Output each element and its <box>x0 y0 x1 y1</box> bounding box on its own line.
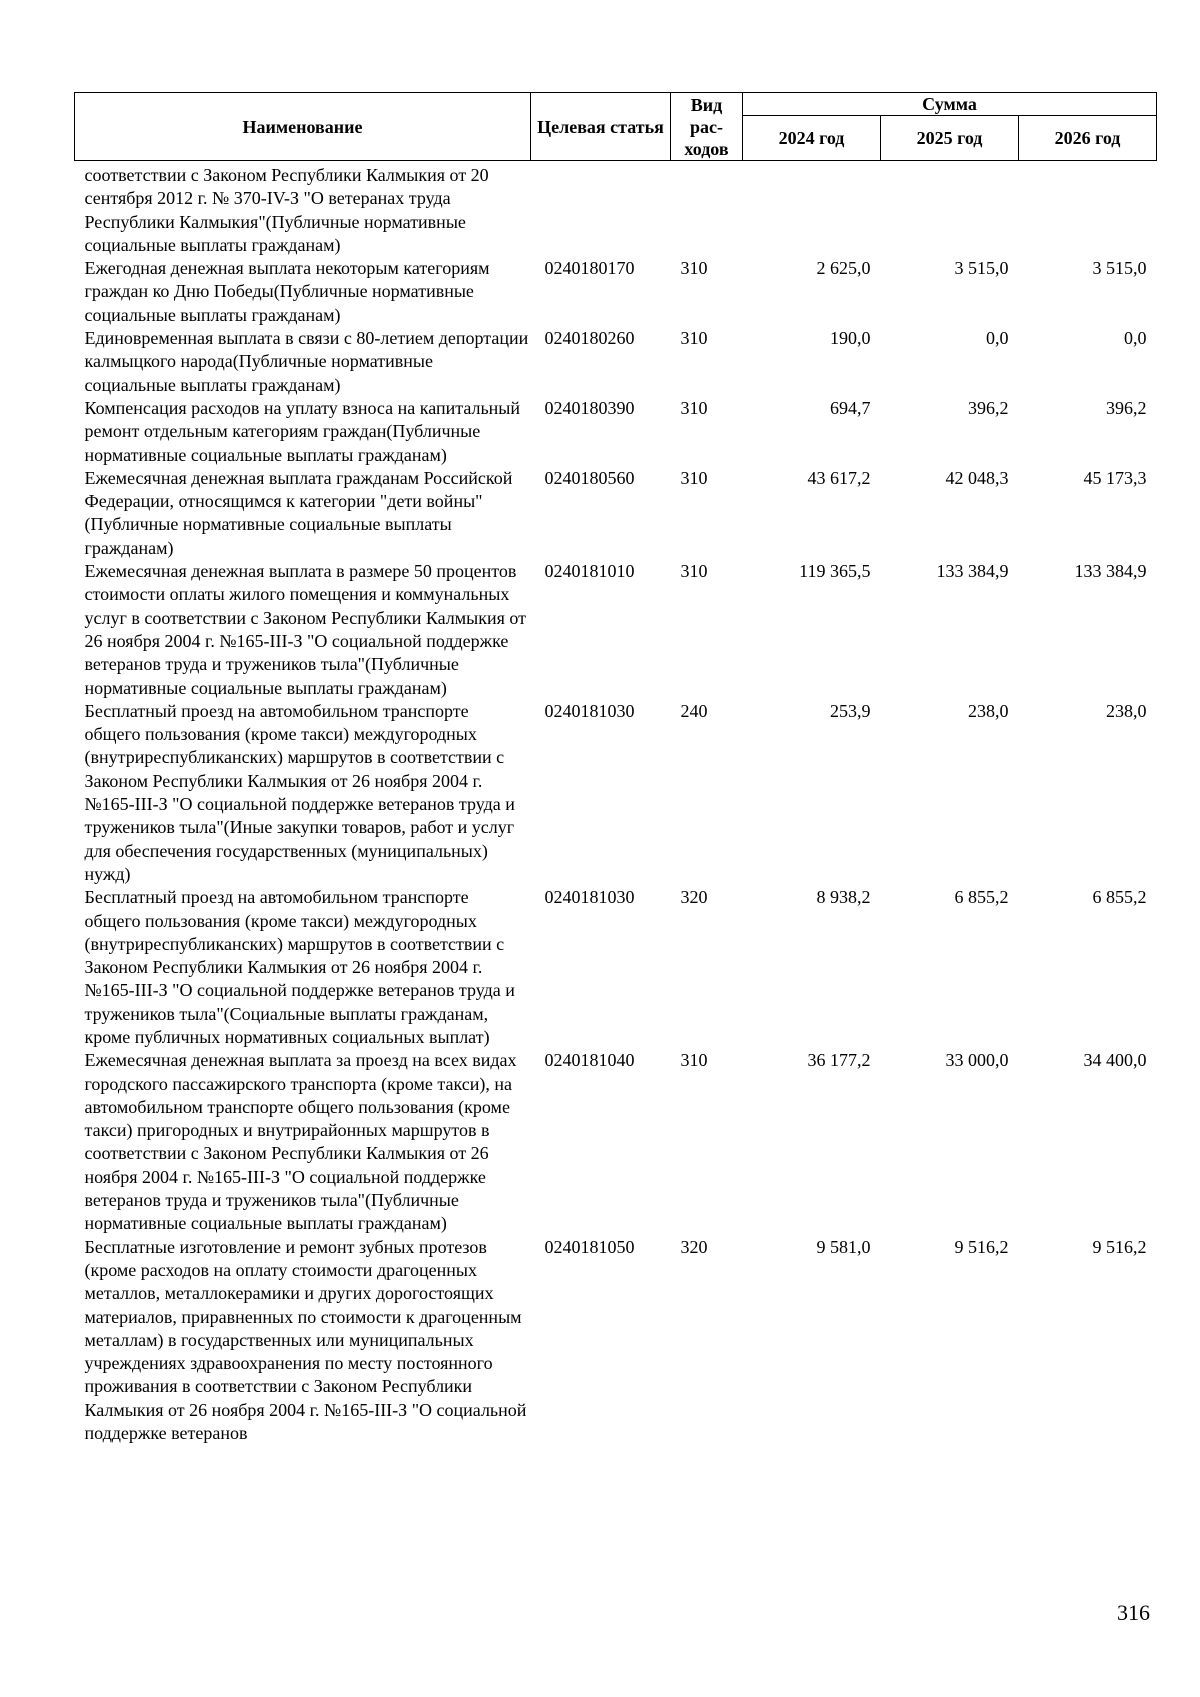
row-type <box>671 161 743 258</box>
header-year-2024: 2024 год <box>743 116 881 161</box>
header-year-2025: 2025 год <box>881 116 1019 161</box>
table-row <box>75 886 1157 1049</box>
table-row <box>75 467 1157 560</box>
row-value-2025: 33 000,0 <box>945 1050 1009 1071</box>
table-header <box>75 93 1157 161</box>
row-code: 0240181010 <box>544 561 635 582</box>
row-name: Ежегодная денежная выплата некоторым категориям граждан ко Дню Победы(Публичные нормативные социальные выплаты гражданам) <box>84 258 490 325</box>
header-article: Целевая статья <box>531 93 671 161</box>
row-code: 0240181030 <box>544 887 635 908</box>
row-value-2025: 3 515,0 <box>954 258 1009 279</box>
row-name: Бесплатные изготовление и ремонт зубных протезов (кроме расходов на оплату стоимости драгоценных металлов, металлокерамики и других дорогостоящих материалов, приравненных по стоимости к драгоценным металлам) в государственных или муниципальных учреждениях здравоохранения по месту постоянного проживания в соответствии с Законом Республики Калмыкия от 26 ноября 2004 г. №165-III-З "О социальной поддержке ветеранов <box>84 1236 527 1444</box>
row-value-2024 <box>743 161 881 258</box>
budget-table <box>74 92 1157 1445</box>
row-type: 320 <box>680 1236 708 1257</box>
row-type: 240 <box>680 700 708 721</box>
row-type: 310 <box>680 467 708 488</box>
row-name: Ежемесячная денежная выплата в размере 50 процентов стоимости оплаты жилого помещения и коммунальных услуг в соответствии с Законом Республики Калмыкия от 26 ноября 2004 г. №165-III-З "О социальной поддержке ветеранов труда и тружеников тыла"(Публичные нормативные социальные выплаты гражданам) <box>84 561 527 698</box>
row-value-2024: 36 177,2 <box>807 1050 871 1071</box>
row-value-2024: 8 938,2 <box>816 887 871 908</box>
row-value-2026: 238,0 <box>1106 700 1147 721</box>
row-value-2025: 133 384,9 <box>936 561 1009 582</box>
row-value-2026: 9 516,2 <box>1092 1236 1147 1257</box>
row-value-2025: 396,2 <box>968 397 1009 418</box>
row-value-2024: 119 365,5 <box>799 561 871 582</box>
row-value-2025: 42 048,3 <box>945 467 1009 488</box>
table-row <box>75 560 1157 700</box>
row-value-2026: 3 515,0 <box>1092 258 1147 279</box>
table-row <box>75 1236 1157 1446</box>
row-code: 0240181030 <box>544 700 635 721</box>
row-name: Ежемесячная денежная выплата гражданам Российской Федерации, относящимся к категории "дети войны"(Публичные нормативные социальные выплаты гражданам) <box>84 467 513 558</box>
header-type: Вид рас- ходов <box>671 93 743 161</box>
header-sum: Сумма <box>743 93 1157 116</box>
table-row <box>75 161 1157 258</box>
table-row <box>75 327 1157 397</box>
table-row <box>75 397 1157 467</box>
row-code <box>531 161 671 258</box>
row-type: 310 <box>680 1050 708 1071</box>
table-row <box>75 257 1157 327</box>
row-type: 310 <box>680 258 708 279</box>
row-type: 310 <box>680 397 708 418</box>
row-type: 320 <box>680 887 708 908</box>
row-value-2025: 6 855,2 <box>954 887 1009 908</box>
row-value-2024: 190,0 <box>830 328 871 349</box>
row-code: 0240180560 <box>544 467 635 488</box>
row-code: 0240181050 <box>544 1236 635 1257</box>
row-name: соответствии с Законом Республики Калмыкия от 20 сентября 2012 г. № 370-IV-З "О ветеранах труда Республики Калмыкия"(Публичные нормативные социальные выплаты гражданам) <box>84 165 489 255</box>
row-type: 310 <box>680 561 708 582</box>
row-value-2026 <box>1019 161 1157 258</box>
row-value-2024: 2 625,0 <box>816 258 871 279</box>
row-code: 0240181040 <box>544 1050 635 1071</box>
header-year-2026: 2026 год <box>1019 116 1157 161</box>
row-value-2024: 694,7 <box>830 397 871 418</box>
row-value-2026: 0,0 <box>1124 328 1147 349</box>
row-value-2025 <box>881 161 1019 258</box>
page-number: 316 <box>1117 1600 1150 1625</box>
row-value-2026: 396,2 <box>1106 397 1147 418</box>
header-name: Наименование <box>75 93 531 161</box>
row-name: Бесплатный проезд на автомобильном транспорте общего пользования (кроме такси) междугородных (внутриреспубликанских) маршрутов в соответствии с Законом Республики Калмыкия от 26 ноября 2004 г. №165-III-З "О социальной поддержке ветеранов труда и тружеников тыла"(Социальные выплаты гражданам, кроме публичных нормативных социальных выплат) <box>84 887 515 1047</box>
row-code: 0240180390 <box>544 397 635 418</box>
table-body <box>75 161 1157 1446</box>
row-value-2024: 253,9 <box>830 700 871 721</box>
table-row <box>75 700 1157 886</box>
row-value-2025: 0,0 <box>986 328 1009 349</box>
row-name: Единовременная выплата в связи с 80-летием депортации калмыцкого народа(Публичные нормативные социальные выплаты гражданам) <box>84 328 529 395</box>
row-code: 0240180260 <box>544 328 635 349</box>
row-name: Бесплатный проезд на автомобильном транспорте общего пользования (кроме такси) междугородных (внутриреспубликанских) маршрутов в соответствии с Законом Республики Калмыкия от 26 ноября 2004 г. №165-III-З "О социальной поддержке ветеранов труда и тружеников тыла"(Иные закупки товаров, работ и услуг для обеспечения государственных (муниципальных) нужд) <box>84 700 515 884</box>
row-type: 310 <box>680 328 708 349</box>
row-name: Компенсация расходов на уплату взноса на капитальный ремонт отдельным категориям граждан(Публичные нормативные социальные выплаты гражданам) <box>84 397 521 465</box>
row-code: 0240180170 <box>544 258 635 279</box>
row-value-2026: 6 855,2 <box>1092 887 1147 908</box>
row-value-2025: 9 516,2 <box>954 1236 1009 1257</box>
row-value-2024: 43 617,2 <box>807 467 871 488</box>
row-value-2026: 34 400,0 <box>1083 1050 1147 1071</box>
row-value-2025: 238,0 <box>968 700 1009 721</box>
row-value-2024: 9 581,0 <box>816 1236 871 1257</box>
table-row <box>75 1049 1157 1235</box>
row-name: Ежемесячная денежная выплата за проезд на всех видах городского пассажирского транспорта (кроме такси), на автомобильном транспорте общего пользования (кроме такси) пригородных и внутрирайонных маршрутов в соответствии с Законом Республики Калмыкия от 26 ноября 2004 г. №165-III-З "О социальной поддержке ветеранов труда и тружеников тыла"(Публичные нормативные социальные выплаты гражданам) <box>84 1050 517 1234</box>
row-value-2026: 45 173,3 <box>1083 467 1147 488</box>
row-value-2026: 133 384,9 <box>1074 561 1147 582</box>
